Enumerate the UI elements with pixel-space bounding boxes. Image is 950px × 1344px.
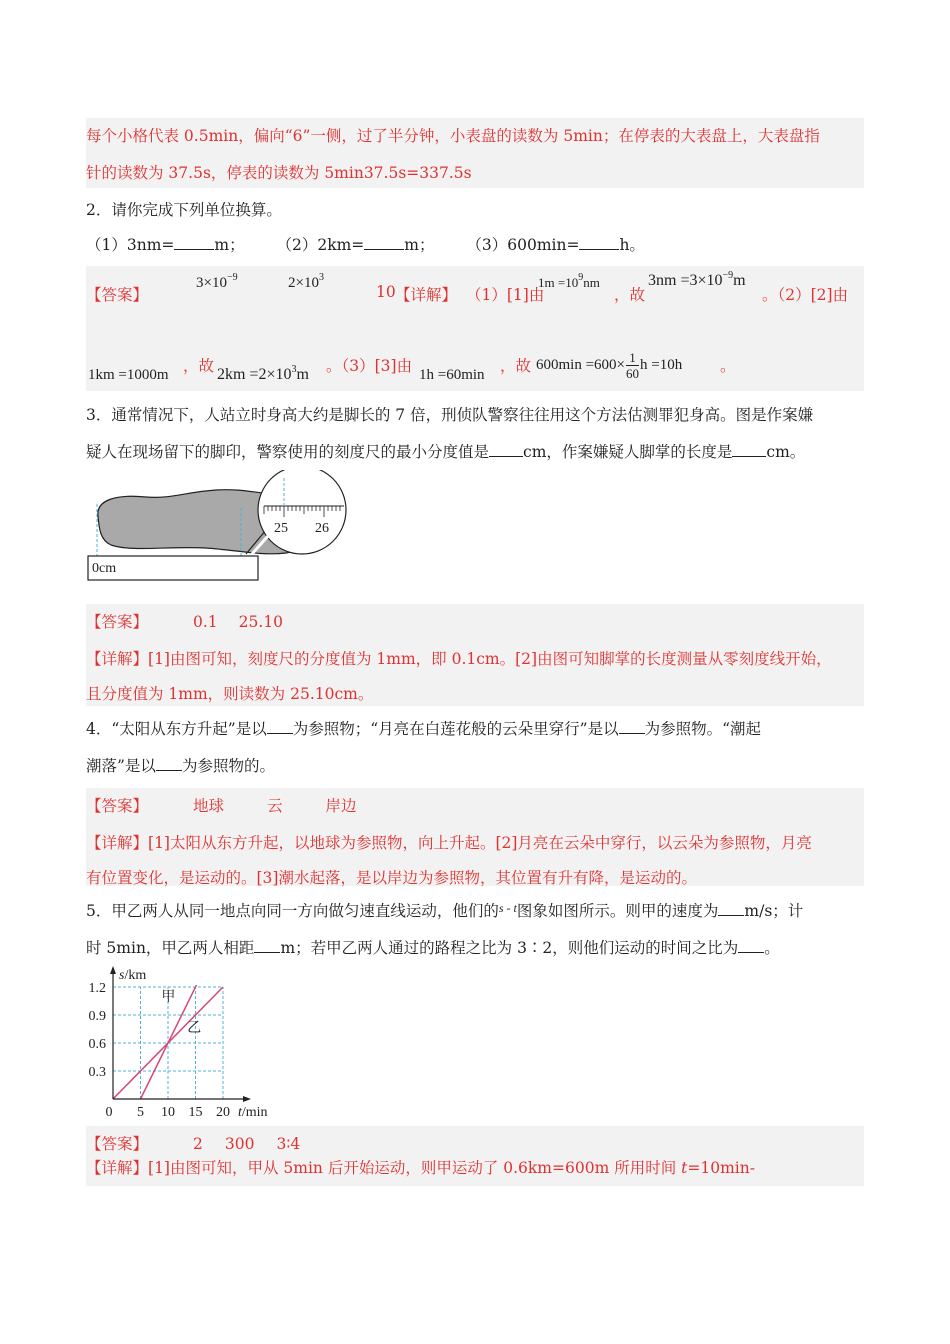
q2-eq2: $3nm =3\times 10^{-9}m$ [648, 270, 746, 289]
x-axis-arrow [243, 1096, 251, 1102]
x-tick-label: 10 [161, 1105, 175, 1120]
q5-detail-label: 【详解】 [86, 1159, 149, 1177]
q2-detail-p2: 。（2）[2]由 [762, 286, 849, 304]
q4-line2a: 潮落”是以 [86, 757, 156, 775]
q3-detail-label: 【详解】 [86, 650, 149, 668]
q4-detail-line1: [1]太阳从东方升起，以地球为参照物，向上升起。[2]月亮在云朵中穿行，以云朵为参照物，月亮 [148, 834, 812, 852]
q5-line1b: 图象如图所示。则甲的速度为 [516, 902, 719, 920]
q5-line2b: m；若甲乙两人通过的路程之比为 3∶2，则他们运动的时间之比为 [280, 939, 739, 957]
q2-blank-1[interactable] [174, 233, 214, 250]
ruler-tick-25: 25 [274, 521, 288, 536]
ruler-tick-26: 26 [315, 521, 329, 536]
q5-detail-line1b: =10min- [687, 1159, 755, 1177]
q4-blank-2[interactable] [619, 717, 645, 734]
q5-st-symbol: s - t [498, 901, 517, 915]
q4-number: 4． [86, 720, 112, 738]
q2-stem: 请你完成下列单位换算。 [111, 201, 282, 219]
series-line-1 [141, 962, 224, 1099]
q4-answer-3: 岸边 [325, 797, 357, 815]
q2-detail-end: 。 [720, 357, 736, 375]
q3-detail-line2: 且分度值为 1mm，则读数为 25.10cm。 [86, 685, 374, 703]
q2-part1-prefix: （1）3nm= [86, 236, 175, 254]
q2-detail-p1: （1）[1]由 [466, 286, 545, 304]
q3-detail-line1: [1]由图可知，刻度尺的分度值为 1mm，即 0.1cm。[2]由图可知脚掌的长度测量从零刻度线开始， [148, 650, 832, 668]
q2-answer-label: 【答案】 [86, 286, 149, 304]
prev-detail-line2: 针的读数为 37.5s，停表的读数为 5min37.5s=337.5s [86, 164, 472, 182]
q2-detail-p3: 。（3）[3]由 [326, 357, 413, 375]
q5-line1c: m/s；计 [744, 902, 804, 920]
question-4 [86, 711, 864, 785]
magnifier-bubble [258, 470, 346, 554]
y-axis-arrow [110, 966, 116, 974]
q3-blank-1[interactable] [489, 440, 523, 457]
q2-blank-3[interactable] [579, 233, 619, 250]
q2-detail-label: 【详解】 [395, 286, 458, 304]
q2-blank-2[interactable] [364, 233, 404, 250]
q5-detail-line1a: [1]由图可知，甲从 5min 后开始运动，则甲运动了 0.6km=600m 所用时间 [148, 1159, 682, 1177]
q5-number: 5． [86, 902, 112, 920]
series-label-yi: 乙 [187, 1020, 202, 1036]
q2-eq6: 600min =600× $\frac{1}{60}$ h =10h [536, 350, 683, 381]
question-5 [86, 890, 864, 967]
q3-line2c: cm。 [766, 443, 806, 461]
q2-answer-box [86, 266, 864, 391]
q3-line1: 通常情况下，人站立时身高大约是脚长的 7 倍，刑侦队警察往往用这个方法估测罪犯身高。图是作案嫌 [111, 406, 814, 424]
prev-detail-box [86, 118, 864, 188]
x-tick-label: 20 [216, 1105, 230, 1120]
q2-eq5: 1h =60min [419, 367, 485, 383]
q4-blank-1[interactable] [267, 717, 293, 734]
y-tick-label: 1.2 [88, 981, 106, 996]
q2-part2-prefix: （2）2km= [276, 236, 365, 254]
y-tick-label: 0.3 [88, 1065, 106, 1080]
q5-answer-label: 【答案】 [86, 1135, 149, 1153]
y-tick-label: 0.9 [88, 1009, 106, 1024]
q2-detail-gu2: ，故 [183, 357, 215, 375]
q4-answer-1: 地球 [193, 797, 225, 815]
x-tick-label: 0 [105, 1105, 113, 1120]
q5-line2c: 。 [764, 939, 780, 957]
question-3 [86, 397, 864, 471]
q2-part1-unit: m； [214, 236, 245, 254]
q5-line2a: 时 5min，甲乙两人相距 [86, 939, 255, 957]
q2-detail-gu3: ，故 [500, 357, 532, 375]
q2-answer-2: $2\times 10^3$ [288, 272, 324, 291]
x-tick-label: 15 [188, 1105, 203, 1120]
q4-answer-box [86, 788, 864, 886]
q4-line1c: 为参照物。“潮起 [644, 720, 762, 738]
q3-line2a: 疑人在现场留下的脚印，警察使用的刻度尺的最小分度值是 [86, 443, 490, 461]
q5-blank-2[interactable] [254, 936, 280, 953]
q2-part3-unit: h。 [619, 236, 645, 254]
q5-answer-box [86, 1126, 864, 1186]
q2-eq4: $2km =2\times 10^3m$ [217, 364, 309, 383]
q4-detail-line2: 有位置变化，是运动的。[3]潮水起落，是以岸边为参照物，其位置有升有降，是运动的。 [86, 869, 697, 887]
prev-detail-line1: 每个小格代表 0.5min，偏向“6”一侧，过了半分钟，小表盘的读数为 5min；在停表的大表盘上，大表盘指 [86, 127, 820, 145]
q3-number: 3． [86, 406, 112, 424]
q2-eq3: 1km =1000m [88, 367, 169, 383]
q4-line2b: 为参照物的。 [181, 757, 275, 775]
q3-answer-label: 【答案】 [86, 613, 149, 631]
q3-answer-2: 25.10 [238, 613, 284, 631]
q5-answer-2: 300 [224, 1135, 255, 1153]
q3-blank-2[interactable] [732, 440, 766, 457]
q4-answer-2: 云 [267, 797, 283, 815]
q2-eq1: $1m =10^9nm$ [538, 272, 600, 290]
y-axis-label: s/km [119, 968, 147, 983]
question-2 [86, 192, 864, 264]
q3-line2b: cm，作案嫌疑人脚掌的长度是 [523, 443, 733, 461]
q5-line1a: 甲乙两人从同一地点向同一方向做匀速直线运动，他们的 [111, 902, 499, 920]
y-tick-label: 0.6 [88, 1037, 106, 1052]
q3-answer-1: 0.1 [193, 613, 218, 631]
q5-answer-3: 3∶4 [276, 1135, 301, 1153]
q5-answer-1: 2 [193, 1135, 203, 1153]
q2-number: 2． [86, 201, 112, 219]
q4-blank-3[interactable] [156, 754, 182, 771]
q2-detail-gu1: ，故 [614, 286, 646, 304]
q2-part3-prefix: （3）600min= [466, 236, 580, 254]
q4-line1b: 为参照物；“月亮在白莲花般的云朵里穿行”是以 [292, 720, 619, 738]
x-tick-label: 5 [137, 1105, 144, 1120]
q2-part2-unit: m； [404, 236, 435, 254]
q2-answer-1: $3\times 10^{-9}$ [196, 272, 238, 291]
q4-detail-label: 【详解】 [86, 834, 149, 852]
q4-line1a: “太阳从东方升起”是以 [111, 720, 267, 738]
x-axis-label: t/min [238, 1105, 268, 1120]
q5-blank-1[interactable] [718, 899, 744, 916]
series-label-jia: 甲 [161, 990, 176, 1005]
q3-answer-box [86, 604, 864, 706]
footprint-figure [86, 470, 356, 585]
q5-blank-3[interactable] [738, 936, 764, 953]
q5-detail-t: t [681, 1159, 688, 1177]
st-chart [86, 962, 286, 1120]
q2-answer-3: 10 [376, 283, 396, 301]
q4-answer-label: 【答案】 [86, 797, 149, 815]
ruler-label: 0cm [92, 561, 117, 576]
